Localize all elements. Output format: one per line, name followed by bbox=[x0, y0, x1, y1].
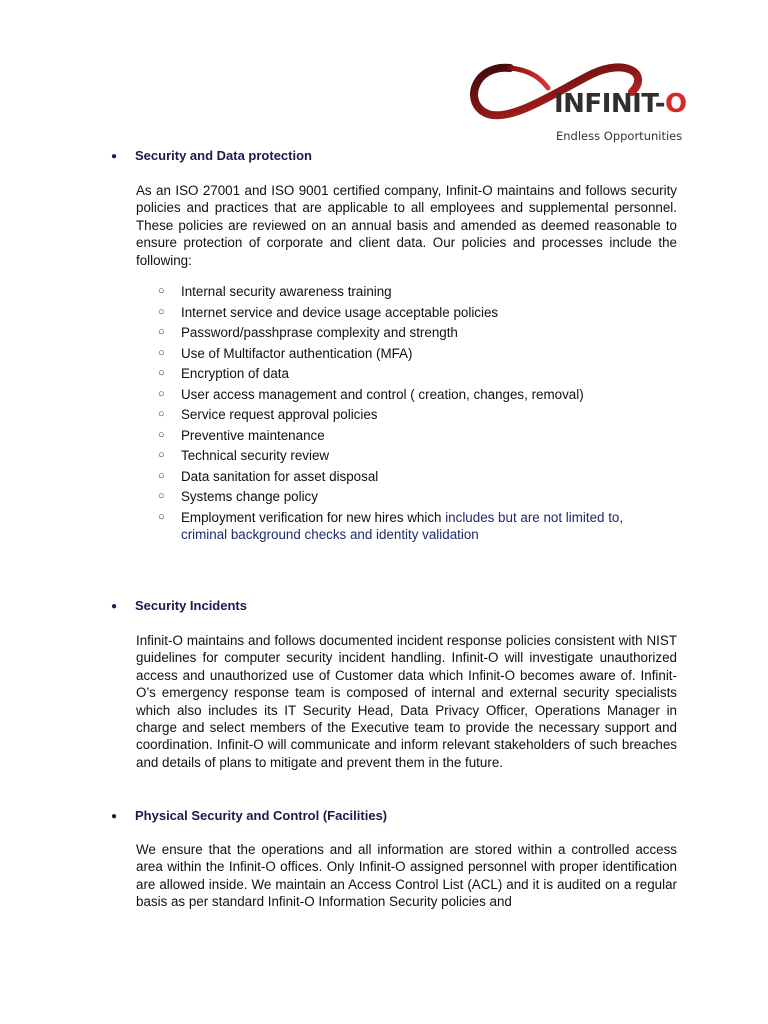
circle-bullet-icon: ○ bbox=[158, 510, 165, 523]
circle-bullet-icon: ○ bbox=[158, 449, 165, 461]
list-item: ○ Data sanitation for asset disposal bbox=[158, 468, 379, 484]
circle-bullet-icon: ○ bbox=[158, 367, 165, 379]
company-logo bbox=[466, 52, 687, 148]
section-heading-incidents: ● Security Incidents bbox=[111, 598, 247, 613]
list-item: ○ Internal security awareness training bbox=[158, 284, 392, 299]
bullet-icon: ● bbox=[111, 811, 118, 822]
list-item: ○ Preventive maintenance bbox=[158, 427, 325, 443]
circle-bullet-icon: ○ bbox=[158, 305, 165, 318]
circle-bullet-icon: ○ bbox=[158, 346, 165, 359]
security-policy-list bbox=[158, 283, 658, 546]
logo-tagline: Endless Opportunities bbox=[556, 129, 683, 143]
list-item: ○ Technical security review bbox=[158, 448, 330, 463]
incidents-paragraph: Infinit-O maintains and follows documented incident response policies consistent with NIST guidelines for computer security incident handling. Infinit-O will investigate unauthorized access and unauthorized use of Customer data which Infinit-O becomes aware of. Infinit-O’s emergency response team is composed of internal and external security specialists which also includes its IT Security Head, Data Privacy Officer, Operations Manager in charge and select members of the Executive team to provide the necessary support and coordination. Infinit-O will communicate and inform relevant stakeholders of such breaches and details of plans to mitigate and prevent them in the future. bbox=[136, 633, 677, 770]
bullet-icon: ● bbox=[111, 151, 118, 162]
circle-bullet-icon: ○ bbox=[158, 387, 165, 400]
list-item: ○ Encryption of data bbox=[158, 366, 289, 381]
physical-paragraph: We ensure that the operations and all information are stored within a controlled access area within the Infinit-O offices. Only Infinit-O assigned personnel with proper identification are allowed inside. We maintain an Access Control List (ACL) and it is audited on a regular basis as per standard Infinit-O Information Security policies and bbox=[136, 842, 677, 910]
circle-bullet-icon: ○ bbox=[158, 428, 165, 441]
security-paragraph: As an ISO 27001 and ISO 9001 certified company, Infinit-O maintains and follows security policies and practices that are applicable to all employees and supplemental personnel. These policies are reviewed on an annual basis and amended as deemed reasonable to ensure protection of corporate and client data. Our policies and processes include the following: bbox=[136, 183, 677, 268]
list-item: ○ Password/passhprase complexity and strength bbox=[158, 325, 458, 340]
list-item: ○ Employment verification for new hires which includes but are not limited to, criminal background checks and identity validation bbox=[158, 509, 624, 542]
bullet-icon: ● bbox=[111, 601, 118, 612]
list-item: ○ Internet service and device usage acceptable policies bbox=[158, 304, 499, 320]
list-item: ○ Systems change policy bbox=[158, 489, 318, 504]
circle-bullet-icon: ○ bbox=[158, 326, 165, 338]
circle-bullet-icon: ○ bbox=[158, 490, 165, 502]
list-item: ○ User access management and control ( creation, changes, removal) bbox=[158, 386, 584, 402]
circle-bullet-icon: ○ bbox=[158, 469, 165, 482]
list-item: ○ Use of Multifactor authentication (MFA) bbox=[158, 345, 413, 361]
logo-wordmark: INFINIT-O bbox=[554, 89, 687, 119]
circle-bullet-icon: ○ bbox=[158, 285, 165, 297]
section-heading-security: ● Security and Data protection bbox=[111, 148, 312, 163]
list-item: ○ Service request approval policies bbox=[158, 407, 378, 422]
circle-bullet-icon: ○ bbox=[158, 408, 165, 420]
highlighted-text: includes but are not limited to, criminal background checks and identity validation bbox=[181, 509, 624, 542]
section-heading-physical: ● Physical Security and Control (Facilities) bbox=[111, 808, 388, 823]
